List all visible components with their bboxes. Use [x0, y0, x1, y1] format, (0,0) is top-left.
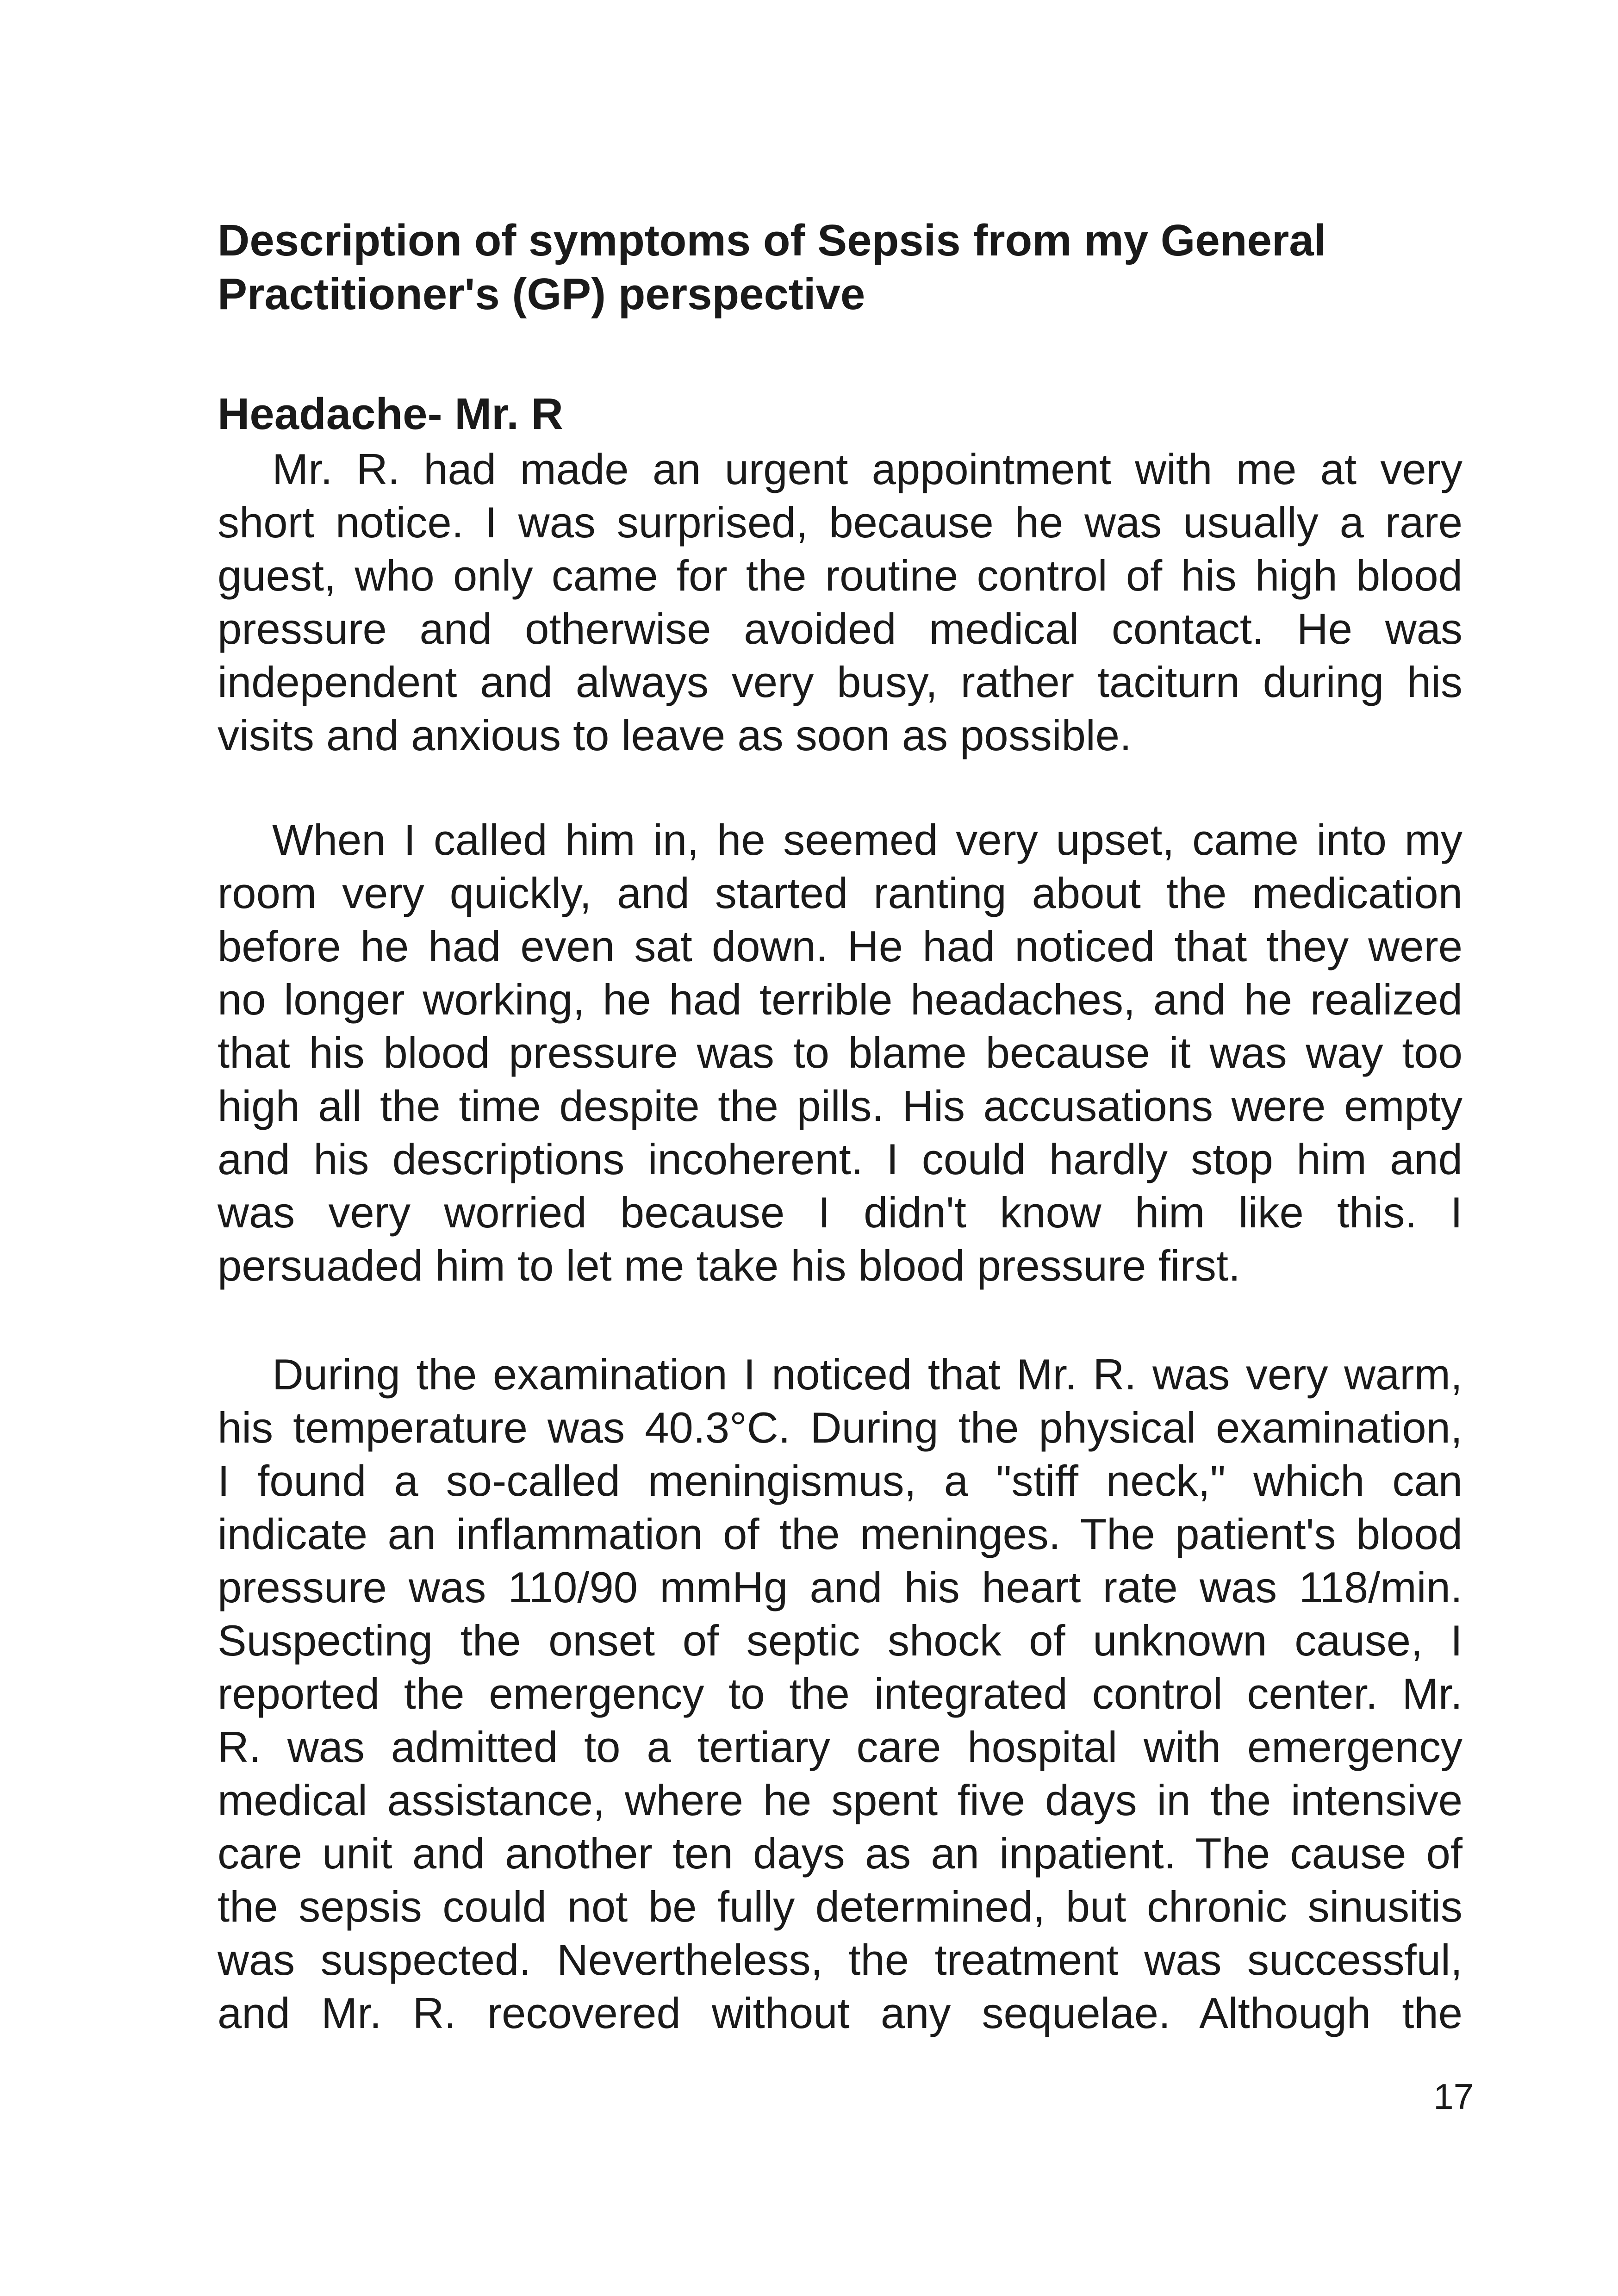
text-line: and his descriptions incoherent. I could hardly stop him and	[218, 1135, 1462, 1183]
text-line: indicate an inflammation of the meninges. The patient's blood	[218, 1510, 1462, 1558]
text-line: persuaded him to let me take his blood pressure first.	[218, 1241, 1241, 1290]
text-line: room very quickly, and started ranting about the medication	[218, 869, 1462, 917]
text-line: the sepsis could not be fully determined, but chronic sinusitis	[218, 1882, 1462, 1931]
text-line: was suspected. Nevertheless, the treatment was successful,	[218, 1935, 1462, 1984]
title-line: Description of symptoms of Sepsis from my General	[218, 216, 1326, 265]
section-heading: Headache- Mr. R	[218, 389, 563, 439]
paragraph	[218, 813, 1462, 1292]
page-number: 17	[1433, 2076, 1474, 2117]
text-line: his temperature was 40.3°C. During the physical examination,	[218, 1403, 1462, 1452]
text-line: that his blood pressure was to blame because it was way too	[218, 1028, 1462, 1077]
text-line: Mr. R. had made an urgent appointment with me at very	[272, 445, 1462, 493]
text-line: I found a so-called meningismus, a "stiff neck," which can	[218, 1456, 1462, 1505]
text-line: independent and always very busy, rather taciturn during his	[218, 658, 1462, 706]
title-line: Practitioner's (GP) perspective	[218, 269, 865, 319]
text-line: medical assistance, where he spent five days in the intensive	[218, 1776, 1462, 1824]
text-line: pressure was 110/90 mmHg and his heart rate was 118/min.	[218, 1563, 1462, 1612]
paragraph	[218, 1348, 1462, 2040]
text-line: guest, who only came for the routine control of his high blood	[218, 551, 1462, 600]
text-line: reported the emergency to the integrated control center. Mr.	[218, 1669, 1462, 1718]
text-line: Suspecting the onset of septic shock of unknown cause, I	[218, 1616, 1462, 1665]
text-line: short notice. I was surprised, because he was usually a rare	[218, 498, 1462, 547]
paragraph	[218, 442, 1462, 762]
text-line: care unit and another ten days as an inpatient. The cause of	[218, 1829, 1462, 1878]
text-line: and Mr. R. recovered without any sequelae. Although the	[218, 1989, 1462, 2037]
text-line: before he had even sat down. He had noticed that they were	[218, 922, 1462, 971]
text-line: no longer working, he had terrible headaches, and he realized	[218, 975, 1462, 1024]
text-line: visits and anxious to leave as soon as possible.	[218, 711, 1132, 759]
text-line: pressure and otherwise avoided medical contact. He was	[218, 604, 1462, 653]
text-line: high all the time despite the pills. His accusations were empty	[218, 1082, 1462, 1130]
text-line: R. was admitted to a tertiary care hospital with emergency	[218, 1723, 1462, 1771]
text-line: was very worried because I didn't know him like this. I	[218, 1188, 1462, 1237]
text-line: During the examination I noticed that Mr. R. was very warm,	[272, 1350, 1462, 1399]
text-line: When I called him in, he seemed very upset, came into my	[272, 815, 1462, 864]
page-title	[218, 214, 1462, 321]
page-content	[218, 214, 1462, 2037]
